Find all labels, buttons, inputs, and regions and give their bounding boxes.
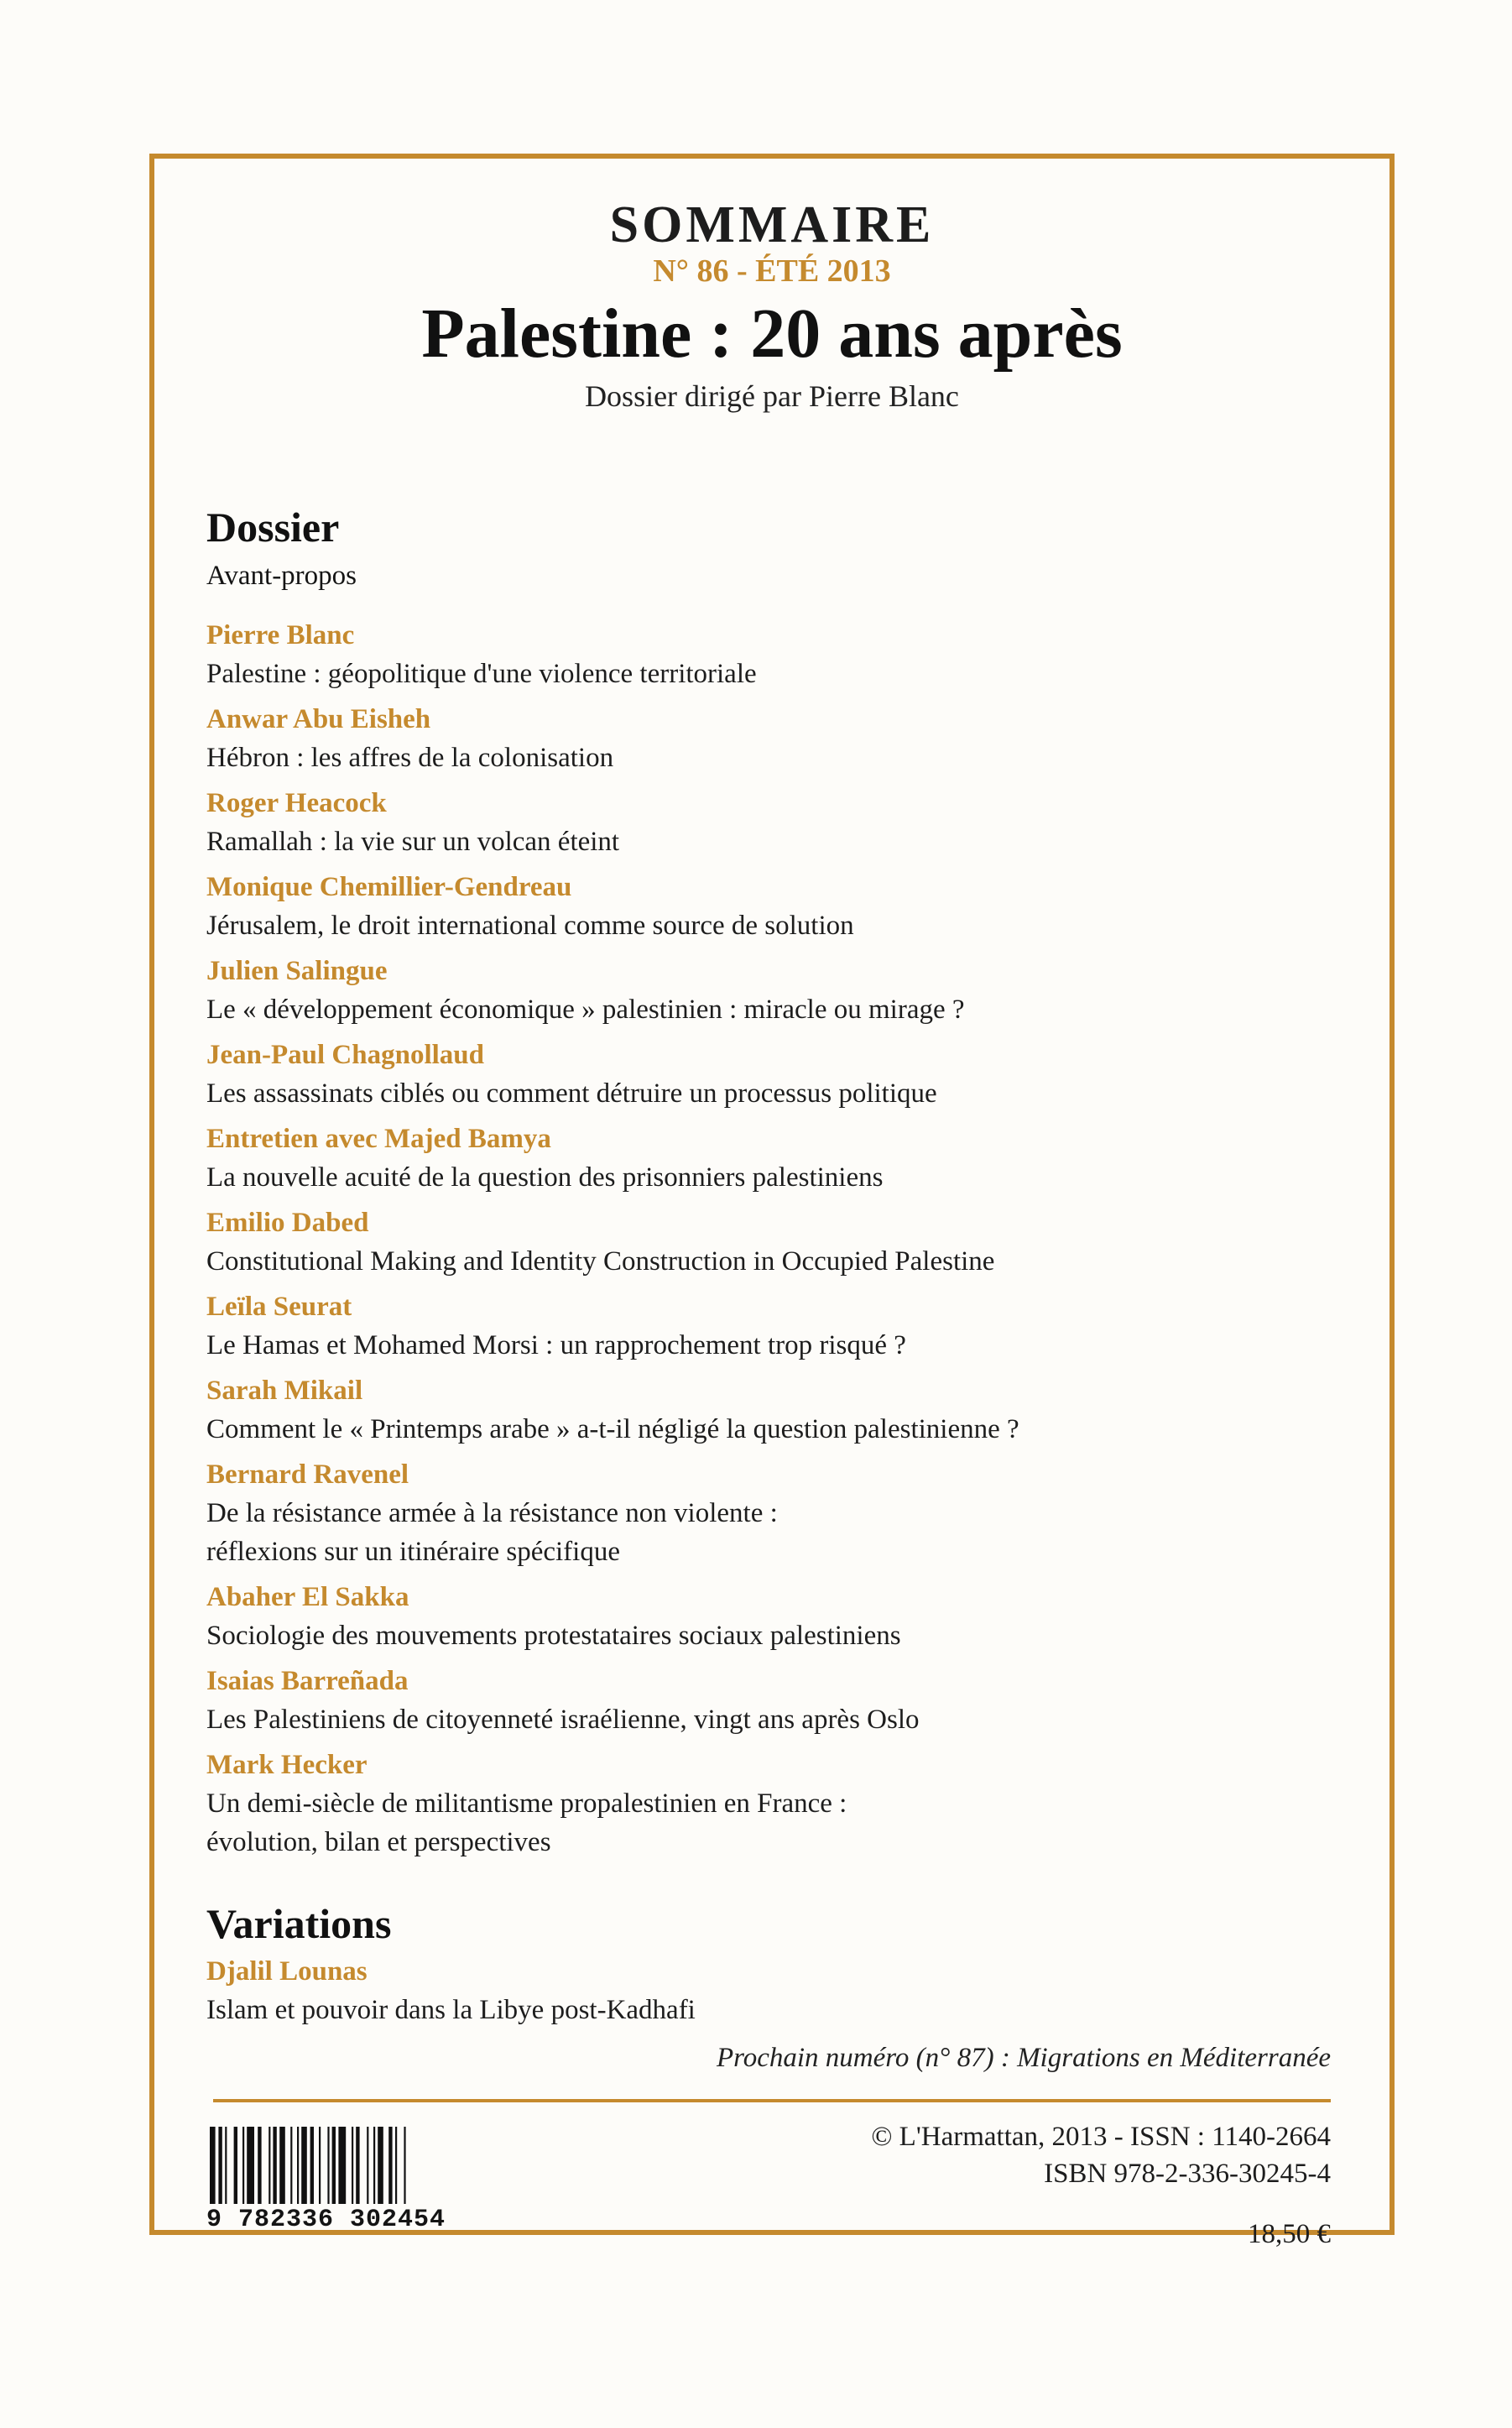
barcode-bar <box>356 2127 359 2204</box>
entry-author: Emilio Dabed <box>206 1208 369 1238</box>
barcode-bar <box>327 2127 329 2204</box>
copyright: © L'Harmattan, 2013 - ISSN : 1140-2664 <box>871 2122 1331 2152</box>
barcode-bar <box>388 2127 392 2204</box>
footer-divider <box>213 2099 1331 2102</box>
barcode-bar <box>332 2127 336 2204</box>
barcode-bar <box>234 2127 237 2204</box>
entry-title: Les assassinats ciblés ou comment détruire un processus politique <box>206 1078 937 1109</box>
issue-number: N° 86 - ÉTÉ 2013 <box>653 253 891 289</box>
toc-entry <box>206 1120 1331 1197</box>
entry-title: De la résistance armée à la résistance non violente : réflexions sur un itinéraire spécifique <box>206 1498 778 1567</box>
toc-entry <box>206 1455 1331 1571</box>
entry-author: Anwar Abu Eisheh <box>206 704 431 734</box>
entry-title: Un demi-siècle de militantisme propalestinien en France : évolution, bilan et perspectives <box>206 1788 847 1857</box>
entry-author: Julien Salingue <box>206 956 388 986</box>
barcode-bar <box>404 2127 405 2204</box>
dossier-heading: Dossier <box>206 504 340 551</box>
barcode-bar <box>290 2127 292 2204</box>
toc-entry <box>206 1371 1331 1449</box>
toc-entry <box>206 1662 1331 1739</box>
barcode-bar <box>301 2127 307 2204</box>
issue-title: Palestine : 20 ans après <box>421 295 1123 373</box>
barcode-bar <box>378 2127 383 2204</box>
entry-title: Palestine : géopolitique d'une violence territoriale <box>206 659 757 689</box>
entry-author: Djalil Lounas <box>206 1956 368 1987</box>
barcode-bar <box>338 2127 346 2204</box>
barcode-bar <box>273 2127 276 2204</box>
barcode-bar <box>319 2127 321 2204</box>
toc-entry <box>206 1746 1331 1861</box>
entry-author: Abaher El Sakka <box>206 1582 409 1612</box>
barcode-bar <box>218 2127 222 2204</box>
barcode-bar <box>247 2127 254 2204</box>
barcode-number: 9 782336 302454 <box>206 2206 446 2234</box>
barcode-bar <box>210 2127 216 2204</box>
table-of-contents <box>206 499 1331 2036</box>
next-issue-note: Prochain numéro (n° 87) : Migrations en Méditerranée <box>716 2043 1331 2073</box>
toc-entry <box>206 1204 1331 1281</box>
entry-title: Hébron : les affres de la colonisation <box>206 743 614 773</box>
sommaire-heading: SOMMAIRE <box>609 196 935 253</box>
barcode-bar <box>242 2127 244 2204</box>
barcode <box>206 2127 467 2234</box>
toc-entry <box>206 1952 1331 2029</box>
entry-title: Le Hamas et Mohamed Morsi : un rapprochement trop risqué ? <box>206 1330 906 1360</box>
entry-title: Islam et pouvoir dans la Libye post-Kadhafi <box>206 1995 696 2025</box>
barcode-bar <box>352 2127 353 2204</box>
entry-title: La nouvelle acuité de la question des prisonniers palestiniens <box>206 1162 884 1193</box>
barcode-bar <box>373 2127 375 2204</box>
toc-entry <box>206 784 1331 861</box>
barcode-bar <box>297 2127 299 2204</box>
barcode-bar <box>367 2127 368 2204</box>
issue-direction: Dossier dirigé par Pierre Blanc <box>585 379 959 413</box>
entry-title: Ramallah : la vie sur un volcan éteint <box>206 827 620 857</box>
toc-entry <box>206 868 1331 945</box>
entry-author: Mark Hecker <box>206 1750 368 1780</box>
entry-author: Sarah Mikail <box>206 1376 363 1406</box>
barcode-bar <box>279 2127 285 2204</box>
entry-title: Jérusalem, le droit international comme source de solution <box>206 911 854 941</box>
toc-entry <box>206 700 1331 777</box>
barcode-bar <box>395 2127 397 2204</box>
toc-entry <box>206 952 1331 1029</box>
barcode-bar <box>310 2127 314 2204</box>
barcode-bar <box>225 2127 227 2204</box>
entry-title: Constitutional Making and Identity Construction in Occupied Palestine <box>206 1246 995 1277</box>
barcode-bar <box>258 2127 261 2204</box>
barcode-bar <box>269 2127 270 2204</box>
entry-title: Les Palestiniens de citoyenneté israélienne, vingt ans après Oslo <box>206 1705 920 1735</box>
toc-entry <box>206 1578 1331 1655</box>
cover-frame <box>149 154 1395 2249</box>
barcode-graphic <box>206 2127 467 2204</box>
entry-title: Le « développement économique » palestinien : miracle ou mirage ? <box>206 995 965 1025</box>
publication-info <box>871 2118 1331 2253</box>
avant-propos: Avant-propos <box>206 561 357 591</box>
entry-author: Isaias Barreñada <box>206 1666 409 1696</box>
toc-entry <box>206 616 1331 693</box>
entry-author: Roger Heacock <box>206 788 387 818</box>
entry-author: Bernard Ravenel <box>206 1459 409 1490</box>
entry-author: Monique Chemillier-Gendreau <box>206 872 572 902</box>
entry-author: Leïla Seurat <box>206 1292 352 1322</box>
toc-entry <box>206 1036 1331 1113</box>
entry-author: Pierre Blanc <box>206 620 355 650</box>
entry-title: Comment le « Printemps arabe » a-t-il négligé la question palestinienne ? <box>206 1414 1019 1444</box>
isbn: ISBN 978-2-336-30245-4 <box>1044 2159 1331 2189</box>
entry-title: Sociologie des mouvements protestataires sociaux palestiniens <box>206 1621 901 1651</box>
price: 18,50 € <box>1248 2219 1331 2249</box>
variations-heading: Variations <box>206 1900 392 1947</box>
toc-entry <box>206 1287 1331 1365</box>
entry-author: Jean-Paul Chagnollaud <box>206 1040 484 1070</box>
entry-author: Entretien avec Majed Bamya <box>206 1124 551 1154</box>
